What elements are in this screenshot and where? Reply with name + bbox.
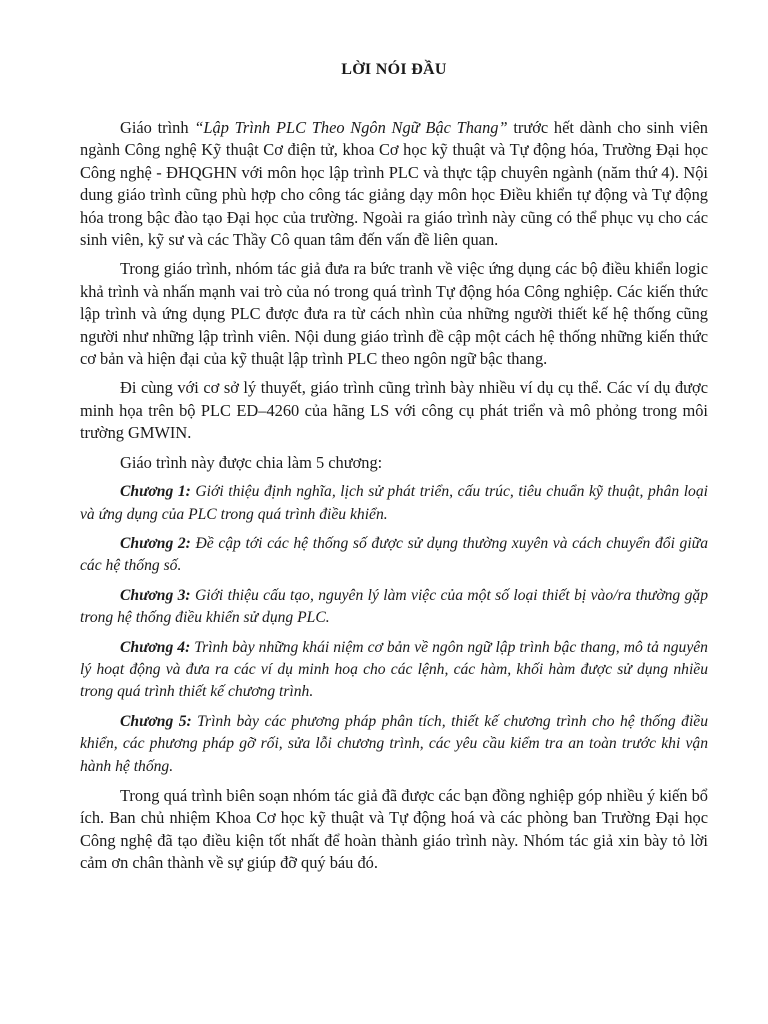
document-body xyxy=(80,117,708,882)
chapter-1-label: Chương 1: xyxy=(120,483,191,501)
chapter-4-label: Chương 4: xyxy=(120,638,191,656)
paragraph-3: Đi cùng với cơ sở lý thuyết, giáo trình cũng trình bày nhiều ví dụ cụ thể. Các ví dụ được minh họa trên bộ PLC ED–4260 của hãng LS với công cụ phát triển và mô phỏng trong môi trường GMWIN. xyxy=(80,378,708,443)
paragraph-2: Trong giáo trình, nhóm tác giả đưa ra bức tranh về việc ứng dụng các bộ điều khiển logic khả trình và nhấn mạnh vai trò của nó trong quá trình Tự động hóa Công nghiệp. Các kiến thức lập trình và ứng dụng PLC được đưa ra từ cách nhìn của những người thiết kế hệ thống cũng người như những lập trình viên. Nội dung giáo trình đề cập một cách hệ thống những kiến thức cơ bản và hiện đại của kỹ thuật lập trình PLC theo ngôn ngữ bậc thang. xyxy=(80,259,708,369)
chapter-4-text: Trình bày những khái niệm cơ bản về ngôn ngữ lập trình bậc thang, mô tả nguyên lý hoạt động và đưa ra các ví dụ minh hoạ cho các lệnh, các hàm, khối hàm được sử dụng nhiều trong quá trình thiết kế chương trình. xyxy=(80,638,708,701)
document-title: LỜI NÓI ĐẦU xyxy=(341,61,447,78)
chapter-1-paragraph xyxy=(80,481,708,526)
chapter-3-label: Chương 3: xyxy=(120,586,191,604)
chapter-3-text: Giới thiệu cấu tạo, nguyên lý làm việc của một số loại thiết bị vào/ra thường gặp trong hệ thống điều khiển sử dụng PLC. xyxy=(80,586,708,627)
chapter-2-paragraph xyxy=(80,533,708,578)
chapter-1-text: Giới thiệu định nghĩa, lịch sử phát triển, cấu trúc, tiêu chuẩn kỹ thuật, phân loại và ứng dụng của PLC trong quá trình điều khiển. xyxy=(80,483,708,523)
chapter-2-label: Chương 2: xyxy=(120,534,191,552)
paragraph-4: Giáo trình này được chia làm 5 chương: xyxy=(120,452,383,472)
chapter-4-paragraph xyxy=(80,637,708,704)
chapter-5-text: Trình bày các phương pháp phân tích, thiết kế chương trình cho hệ thống điều khiển, các phương pháp gỡ rối, sửa lỗi chương trình, các yêu cầu kiểm tra an toàn trước khi vận hành hệ thống. xyxy=(80,712,708,775)
intro-text-before: Giáo trình xyxy=(120,118,195,137)
chapter-5-label: Chương 5: xyxy=(120,712,192,730)
closing-paragraph: Trong quá trình biên soạn nhóm tác giả đã được các bạn đồng nghiệp góp nhiều ý kiến bổ ích. Ban chủ nhiệm Khoa Cơ học kỹ thuật và Tự động hoá và các phòng ban Trường Đại học Công nghệ đã tạo điều kiện tốt nhất để hoàn thành giáo trình này. Nhóm tác giả xin bày tỏ lời cảm ơn chân thành về sự giúp đỡ quý báu đó. xyxy=(80,785,708,873)
chapter-2-text: Đề cập tới các hệ thống số được sử dụng thường xuyên và cách chuyển đổi giữa các hệ thống số. xyxy=(80,534,708,575)
chapter-3-paragraph xyxy=(80,585,708,630)
book-title: “Lập Trình PLC Theo Ngôn Ngữ Bậc Thang” xyxy=(194,118,508,137)
intro-paragraph xyxy=(80,117,708,251)
chapter-5-paragraph xyxy=(80,711,708,778)
intro-text-after: trước hết dành cho sinh viên ngành Công nghệ Kỹ thuật Cơ điện tử, khoa Cơ học kỹ thuật và Tự động hóa, Trường Đại học Công nghệ - ĐHQGHN với môn học lập trình PLC và thực tập chuyên ngành (năm thứ 4). Nội dung giáo trình cũng phù hợp cho công tác giảng dạy môn học Điều khiển tự động và Tự động hóa trong bậc đào tạo Đại học của trường. Ngoài ra giáo trình này cũng có thể phục vụ cho các sinh viên, kỹ sư và các Thầy Cô quan tâm đến vấn đề liên quan. xyxy=(80,118,709,250)
